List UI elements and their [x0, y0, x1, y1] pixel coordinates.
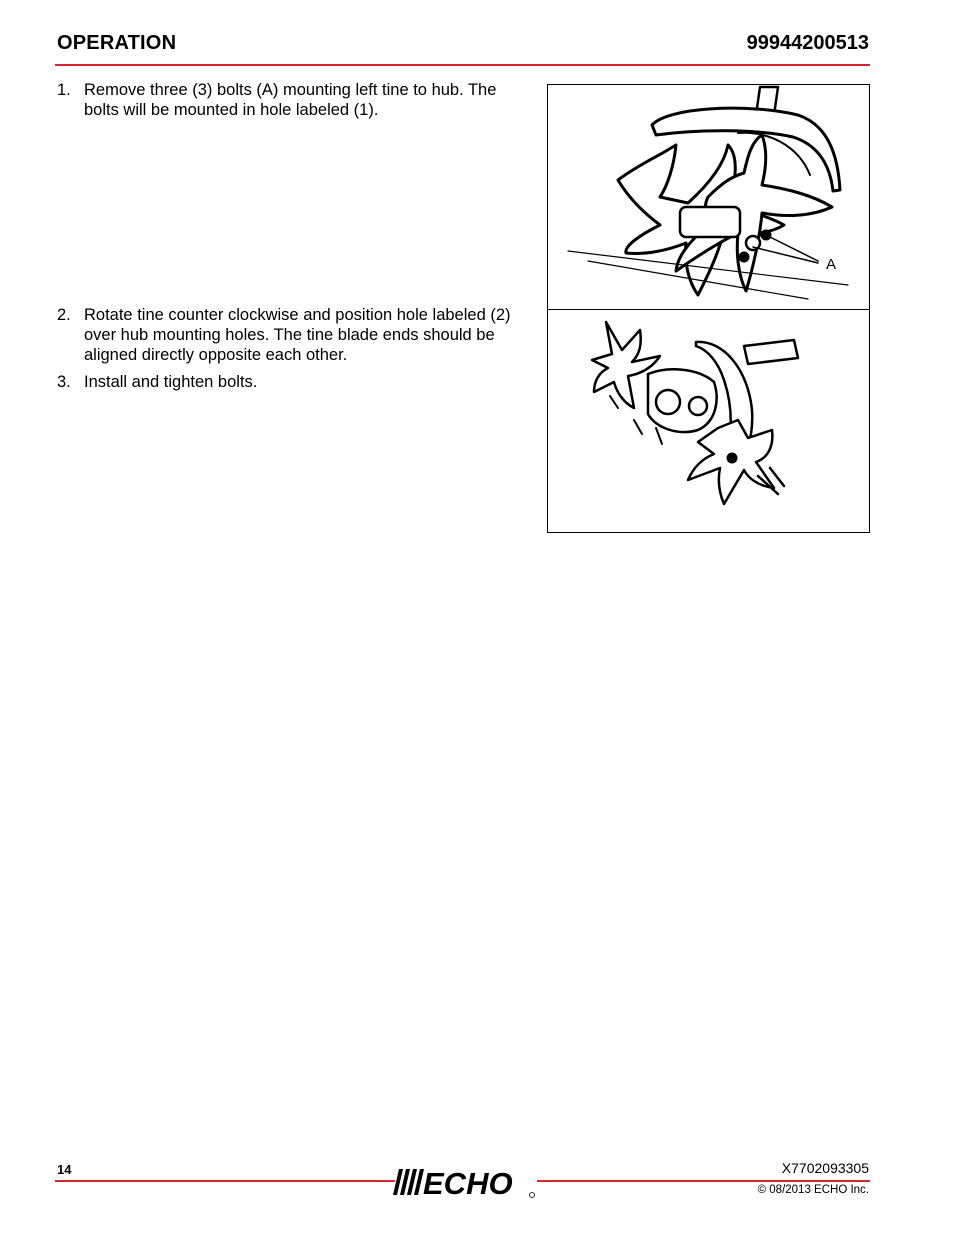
footer-page-number: 14 — [57, 1162, 72, 1177]
step-number: 3. — [57, 373, 71, 391]
echo-logo-mark — [393, 1165, 537, 1199]
echo-logo-text: ECHO — [423, 1166, 513, 1199]
echo-logo — [393, 1165, 537, 1199]
header-rule — [55, 64, 870, 66]
step-number: 1. — [57, 81, 71, 99]
step-item — [57, 80, 532, 120]
footer-rule-left — [55, 1180, 395, 1182]
step-text: Remove three (3) bolts (A) mounting left tine to hub. The bolts will be mounted in hole labeled (1). — [84, 81, 497, 119]
step-number: 2. — [57, 306, 71, 324]
figure-tine-bolts — [547, 84, 870, 310]
footer-rule-right — [537, 1180, 870, 1182]
step-text: Rotate tine counter clockwise and position hole labeled (2) over hub mounting holes. The tine blade ends should be aligned directly opposite each other. — [84, 306, 511, 364]
callout-label-a: A — [826, 256, 837, 273]
step-item — [57, 372, 532, 392]
tine-alignment-illustration — [548, 310, 869, 532]
figure-tine-alignment — [547, 309, 870, 533]
step-text: Install and tighten bolts. — [84, 373, 258, 391]
instruction-steps-part2 — [57, 305, 532, 392]
step-item — [57, 305, 532, 365]
page-section-title: OPERATION — [57, 32, 177, 54]
footer-document-number: X7702093305 — [781, 1160, 869, 1176]
footer-copyright: © 08/2013 ECHO Inc. — [757, 1184, 869, 1196]
tine-bolts-illustration — [548, 85, 869, 309]
instruction-steps-part1 — [57, 80, 532, 120]
header-part-number: 99944200513 — [746, 32, 869, 54]
